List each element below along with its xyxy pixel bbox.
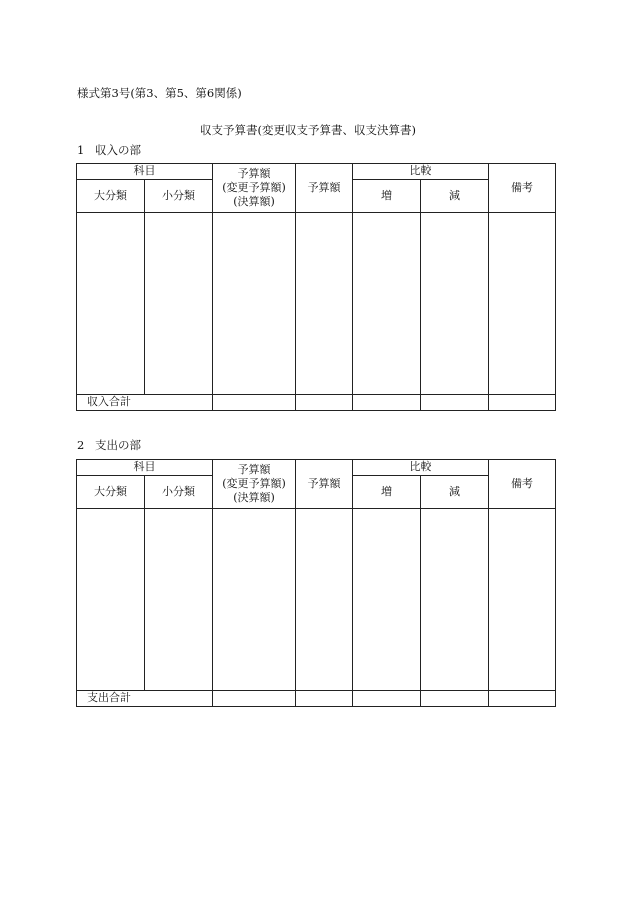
- table-cell: [421, 509, 489, 691]
- table-cell: [489, 213, 556, 395]
- expense-section-heading: [77, 437, 141, 453]
- subject-header: 科目: [77, 460, 213, 476]
- budget-amount-header: 予算額: [296, 164, 353, 213]
- budget-amount-line: 予算額: [237, 462, 271, 476]
- table-row: [77, 213, 556, 395]
- table-cell: [421, 395, 489, 411]
- section-title: 収入の部: [95, 143, 141, 157]
- table-cell: [489, 691, 556, 707]
- subject-header: 科目: [77, 164, 213, 180]
- budget-amount-alt-header: [213, 164, 296, 213]
- settled-amount-line: (決算額): [233, 195, 275, 209]
- decrease-header: 減: [421, 476, 489, 509]
- revised-budget-amount-line: (変更予算額): [222, 476, 286, 490]
- section-number: 2: [77, 438, 85, 452]
- section-number: 1: [77, 143, 85, 157]
- table-cell: [489, 509, 556, 691]
- comparison-header: 比較: [353, 164, 489, 180]
- total-row: [77, 691, 556, 707]
- remarks-header: 備考: [489, 164, 556, 213]
- total-row: [77, 395, 556, 411]
- table-cell: [77, 213, 145, 395]
- budget-amount-alt-header: [213, 460, 296, 509]
- comparison-header: 比較: [353, 460, 489, 476]
- remarks-header: 備考: [489, 460, 556, 509]
- table-cell: [353, 395, 421, 411]
- table-cell: [145, 213, 213, 395]
- budget-amount-header: 予算額: [296, 460, 353, 509]
- income-table: [76, 163, 556, 411]
- expense-total-label: 支出合計: [77, 691, 213, 707]
- major-category-header: 大分類: [77, 180, 145, 213]
- major-category-header: 大分類: [77, 476, 145, 509]
- table-cell: [296, 509, 353, 691]
- table-cell: [296, 691, 353, 707]
- minor-category-header: 小分類: [145, 180, 213, 213]
- table-row: [77, 509, 556, 691]
- increase-header: 増: [353, 180, 421, 213]
- table-cell: [77, 509, 145, 691]
- table-cell: [213, 509, 296, 691]
- budget-amount-line: 予算額: [237, 166, 271, 180]
- income-section-heading: [77, 142, 141, 158]
- table-cell: [421, 691, 489, 707]
- table-cell: [353, 691, 421, 707]
- table-cell: [213, 395, 296, 411]
- table-cell: [213, 213, 296, 395]
- table-cell: [213, 691, 296, 707]
- expense-table: [76, 459, 556, 707]
- table-cell: [421, 213, 489, 395]
- section-title: 支出の部: [95, 438, 141, 452]
- table-cell: [353, 509, 421, 691]
- increase-header: 増: [353, 476, 421, 509]
- table-cell: [353, 213, 421, 395]
- income-total-label: 収入合計: [77, 395, 213, 411]
- table-cell: [145, 509, 213, 691]
- settled-amount-line: (決算額): [233, 491, 275, 505]
- decrease-header: 減: [421, 180, 489, 213]
- minor-category-header: 小分類: [145, 476, 213, 509]
- table-cell: [296, 395, 353, 411]
- form-number: 様式第3号(第3、第5、第6関係): [77, 86, 242, 100]
- revised-budget-amount-line: (変更予算額): [222, 180, 286, 194]
- table-cell: [489, 395, 556, 411]
- table-cell: [296, 213, 353, 395]
- document-title: 収支予算書(変更収支予算書、収支決算書): [200, 123, 416, 137]
